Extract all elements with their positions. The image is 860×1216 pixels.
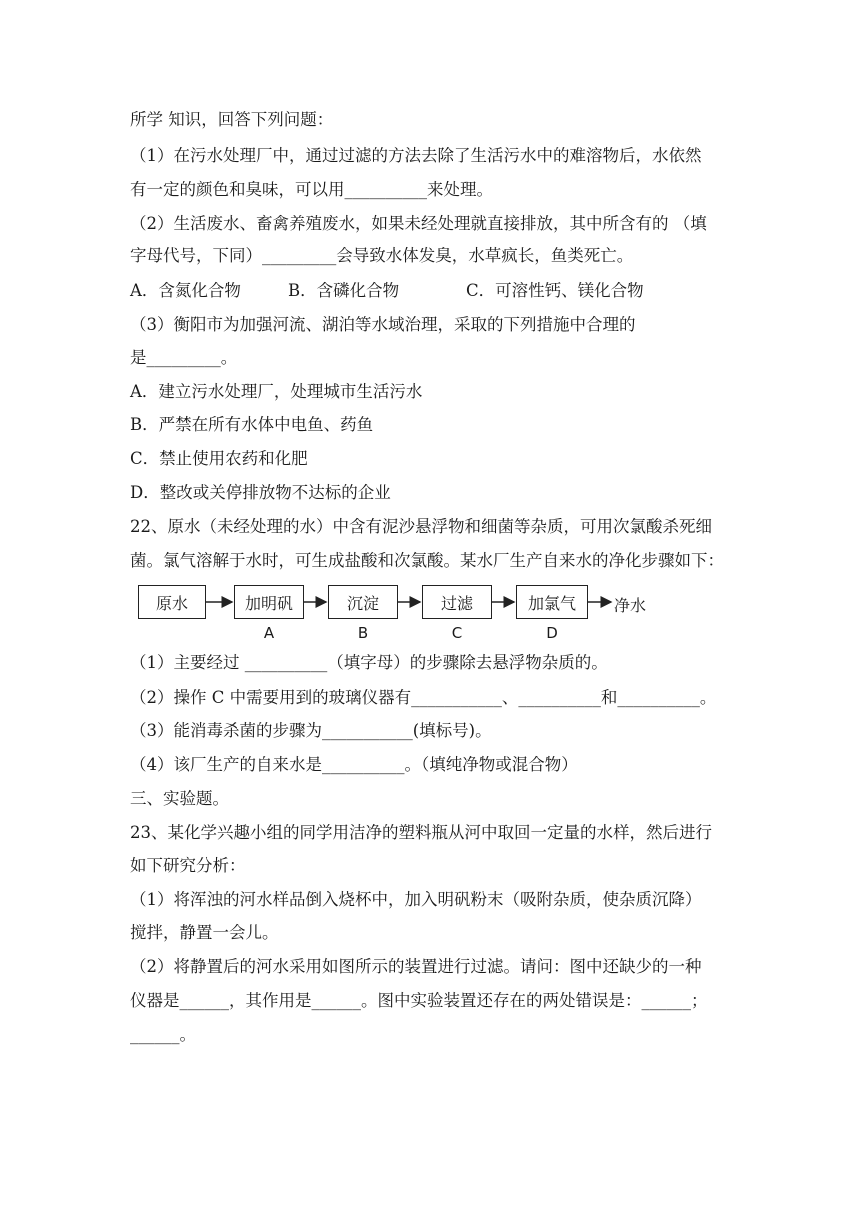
question-23-line-2: 如下研究分析： xyxy=(130,856,246,875)
step-letter-c: C xyxy=(451,624,463,642)
step-letter-d: D xyxy=(546,624,558,642)
flow-box-step-a: 加明矾 xyxy=(234,585,304,619)
question-23-line-1: 23、某化学兴趣小组的同学用洁净的塑料瓶从河中取回一定量的水样，然后进行 xyxy=(130,823,712,842)
option-a: A．含氮化合物 xyxy=(130,281,241,300)
question-22-1: （1）主要经过 __________（填字母）的步骤除去悬浮物杂质的。 xyxy=(130,653,608,672)
question-21-1-line-1: （1）在污水处理厂中，通过过滤的方法去除了生活污水中的难溶物后，水依然 xyxy=(130,146,702,165)
question-23-1-line-1: （1）将浑浊的河水样品倒入烧杯中，加入明矾粉末（吸附杂质，使杂质沉降） xyxy=(130,890,702,909)
question-22-line-1: 22、原水（未经处理的水）中含有泥沙悬浮物和细菌等杂质，可用次氯酸杀死细 xyxy=(130,517,712,536)
option-c: C．可溶性钙、镁化合物 xyxy=(466,281,644,300)
option-line: D．整改或关停排放物不达标的企业 xyxy=(130,483,391,502)
step-letter-a: A xyxy=(263,624,275,642)
flow-box-step-c: 过滤 xyxy=(422,585,492,619)
section-heading: 三、实验题。 xyxy=(130,789,229,808)
question-21-2-line-2: 字母代号，下同）_________会导致水体发臭，水草疯长，鱼类死亡。 xyxy=(130,246,634,265)
question-22-2: （2）操作 C 中需要用到的玻璃仪器有___________、__________和__________。 xyxy=(130,688,717,707)
question-23-1-line-2: 搅拌，静置一会儿。 xyxy=(130,923,279,942)
flow-box-step-d: 加氯气 xyxy=(516,585,588,619)
option-line: C．禁止使用农药和化肥 xyxy=(130,449,308,468)
question-23-2-line-1: （2）将静置后的河水采用如图所示的装置进行过滤。请问：图中还缺少的一种 xyxy=(130,957,702,976)
text-line: 所学 知识，回答下列问题： xyxy=(130,110,334,129)
option-b: B．含磷化合物 xyxy=(288,281,400,300)
question-23-2-line-3: ______。 xyxy=(130,1025,196,1044)
question-21-1-line-2: 有一定的颜色和臭味，可以用__________来处理。 xyxy=(130,180,493,199)
question-22-4: （4）该厂生产的自来水是__________。（填纯净物或混合物） xyxy=(130,755,578,774)
question-21-3-line-1: （3）衡阳市为加强河流、湖泊等水域治理，采取的下列措施中合理的 xyxy=(130,315,636,334)
flow-box-start: 原水 xyxy=(138,585,206,619)
question-22-line-2: 菌。氯气溶解于水时，可生成盐酸和次氯酸。某水厂生产自来水的净化步骤如下： xyxy=(130,551,724,570)
flow-box-step-b: 沉淀 xyxy=(328,585,398,619)
question-22-3: （3）能消毒杀菌的步骤为___________(填标号)。 xyxy=(130,721,492,740)
option-line: B．严禁在所有水体中电鱼、药鱼 xyxy=(130,415,374,434)
option-line: A．建立污水处理厂，处理城市生活污水 xyxy=(130,382,423,401)
question-21-3-line-2: 是_________。 xyxy=(130,348,238,367)
question-23-2-line-2: 仪器是______，其作用是______。图中实验装置还存在的两处错误是：______； xyxy=(130,991,708,1010)
flow-end-label: 净水 xyxy=(614,596,647,615)
question-21-2-line-1: （2）生活废水、畜禽养殖废水，如果未经处理就直接排放，其中所含有的 （填 xyxy=(130,214,707,233)
step-letter-b: B xyxy=(357,624,369,642)
